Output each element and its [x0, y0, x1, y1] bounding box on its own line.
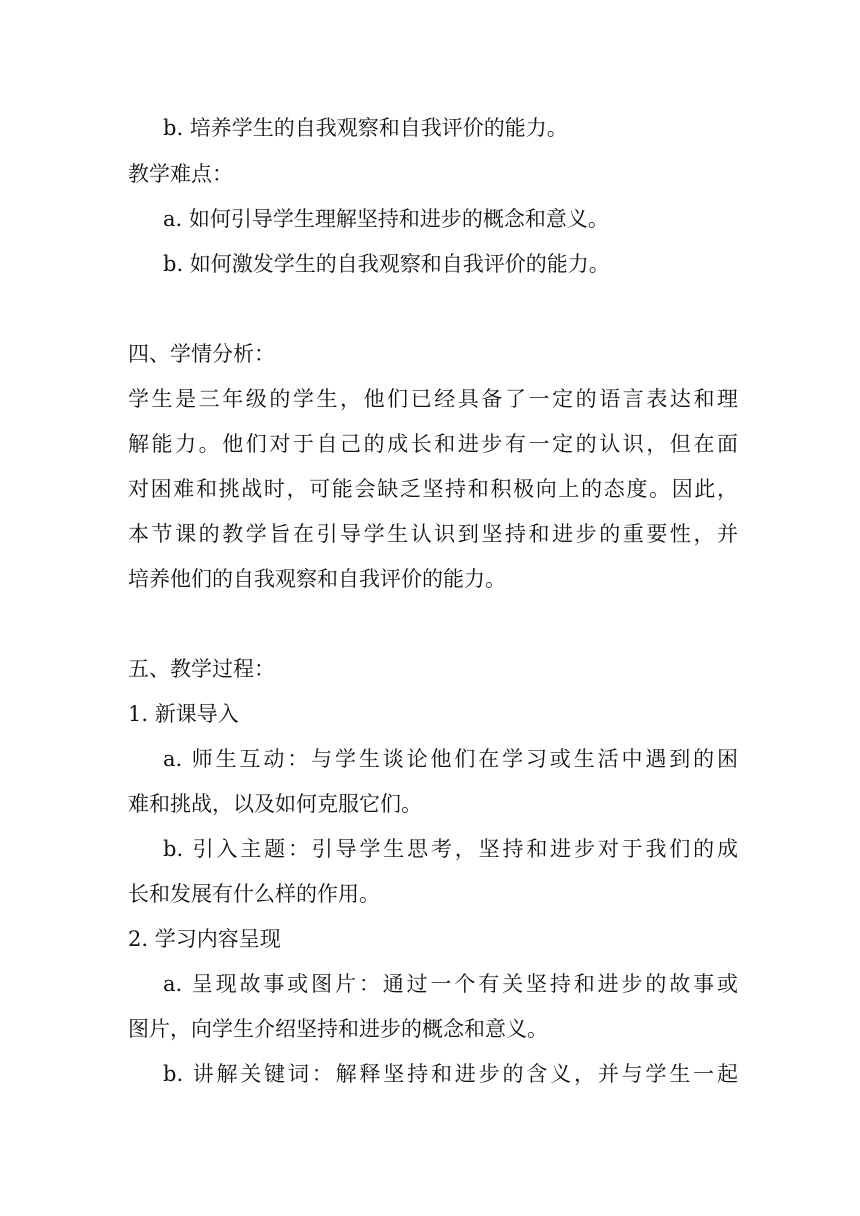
paragraph-line: 对困难和挑战时，可能会缺乏坚持和积极向上的态度。因此，	[128, 477, 738, 501]
paragraph-line: 解能力。他们对于自己的成长和进步有一定的认识，但在面	[128, 432, 738, 456]
step-two-a-line: a. 呈现故事或图片：通过一个有关坚持和进步的故事或	[163, 972, 738, 996]
step-one-b-continuation: 长和发展有什么样的作用。	[128, 882, 380, 906]
step-one-a-continuation: 难和挑战，以及如何克服它们。	[128, 792, 422, 816]
step-one-heading: 1. 新课导入	[128, 702, 239, 726]
step-two-heading: 2. 学习内容呈现	[128, 927, 281, 951]
difficulty-heading: 教学难点：	[128, 162, 233, 186]
difficulty-b-line: b. 如何激发学生的自我观察和自我评价的能力。	[163, 252, 610, 276]
paragraph-line: 学生是三年级的学生，他们已经具备了一定的语言表达和理	[128, 387, 738, 411]
step-two-b-line: b. 讲解关键词：解释坚持和进步的含义，并与学生一起	[163, 1062, 738, 1086]
paragraph-line: 本节课的教学旨在引导学生认识到坚持和进步的重要性，并	[128, 522, 738, 546]
step-one-a-line: a. 师生互动：与学生谈论他们在学习或生活中遇到的困	[163, 747, 738, 771]
paragraph-line: 培养他们的自我观察和自我评价的能力。	[128, 567, 506, 591]
step-two-a-continuation: 图片，向学生介绍坚持和进步的概念和意义。	[128, 1017, 548, 1041]
section-four-heading: 四、学情分析：	[128, 342, 275, 366]
step-one-b-line: b. 引入主题：引导学生思考，坚持和进步对于我们的成	[163, 837, 738, 861]
objective-b-line: b. 培养学生的自我观察和自我评价的能力。	[163, 116, 568, 140]
difficulty-a-line: a. 如何引导学生理解坚持和进步的概念和意义。	[163, 207, 609, 231]
section-five-heading: 五、教学过程：	[128, 657, 275, 681]
